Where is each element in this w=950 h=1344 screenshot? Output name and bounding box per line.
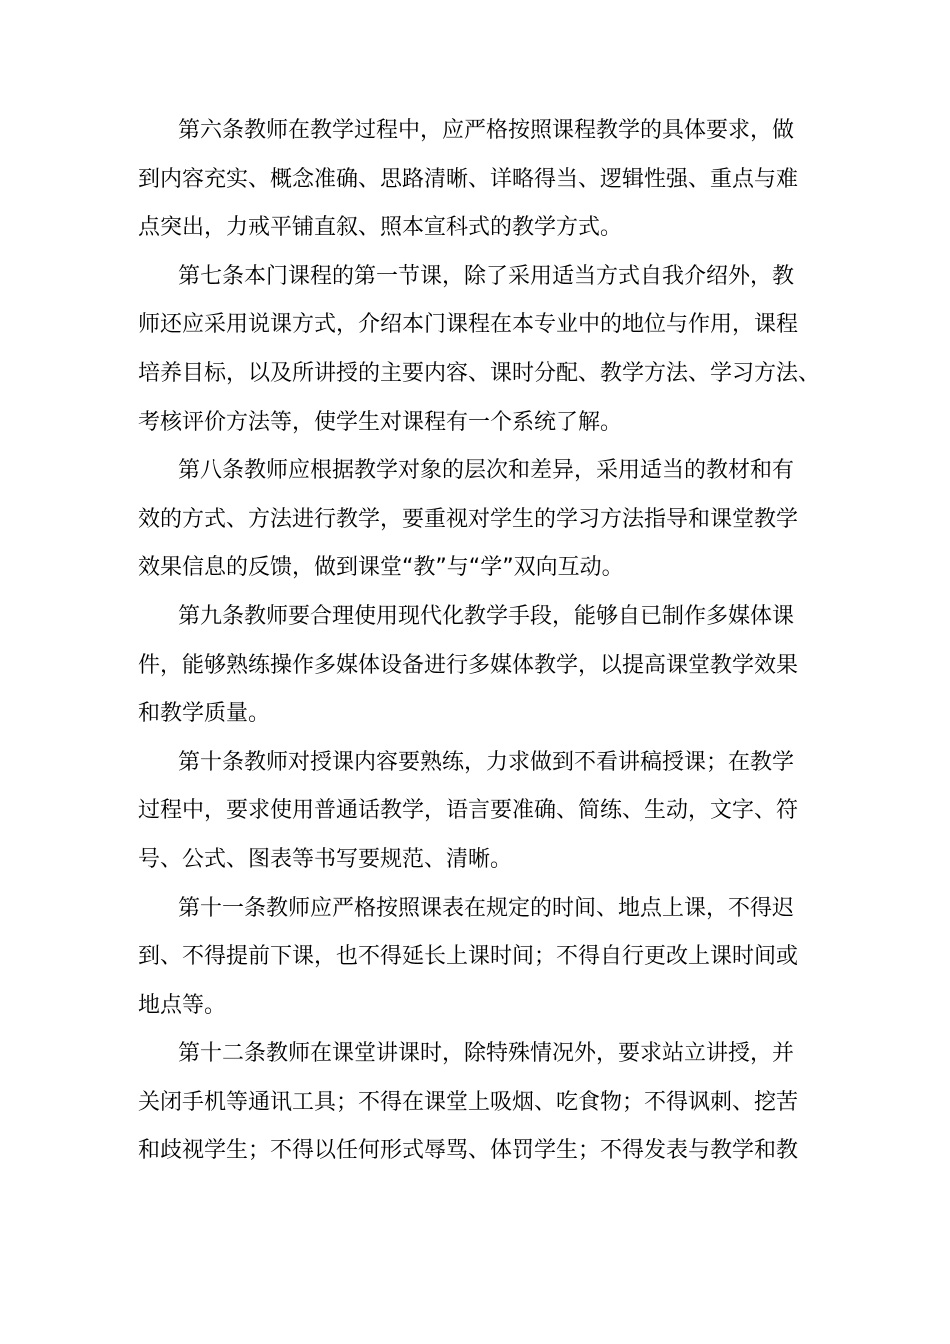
text-line: 和教学质量。 [138, 701, 271, 727]
paragraph-article-8 [138, 447, 818, 593]
text-line: 培养目标，以及所讲授的主要内容、课时分配、教学方法、学习方法、 [138, 360, 821, 386]
text-line: 地点等。 [138, 992, 227, 1018]
text-line: 到、不得提前下课，也不得延长上课时间；不得自行更改上课时间或 [138, 944, 799, 970]
text-line: 效的方式、方法进行教学，要重视对学生的学习方法指导和课堂教学 [138, 506, 799, 532]
text-line: 号、公式、图表等书写要规范、清晰。 [138, 846, 513, 872]
text-line: 第十一条教师应严格按照课表在规定的时间、地点上课，不得迟 [178, 895, 795, 921]
document-body [138, 107, 821, 1176]
text-line: 过程中，要求使用普通话教学，语言要准确、简练、生动，文字、符 [138, 798, 799, 824]
text-line: 效果信息的反馈，做到课堂“教”与“学”双向互动。 [138, 555, 624, 581]
text-line: 考核评价方法等，使学生对课程有一个系统了解。 [138, 409, 623, 435]
text-line: 第七条本门课程的第一节课，除了采用适当方式自我介绍外，教 [178, 263, 795, 289]
text-line: 第九条教师要合理使用现代化教学手段，能够自已制作多媒体课 [178, 603, 795, 629]
text-line: 第八条教师应根据教学对象的层次和差异，采用适当的教材和有 [178, 458, 795, 484]
text-line: 第十条教师对授课内容要熟练，力求做到不看讲稿授课；在教学 [178, 749, 795, 775]
paragraph-article-11 [138, 885, 818, 1031]
text-line: 第六条教师在教学过程中，应严格按照课程教学的具体要求，做 [178, 118, 795, 143]
text-line: 师还应采用说课方式，介绍本门课程在本专业中的地位与作用，课程 [138, 312, 799, 338]
paragraph-article-6 [138, 107, 818, 253]
text-line: 和歧视学生；不得以任何形式辱骂、体罚学生；不得发表与教学和教 [138, 1138, 799, 1164]
text-line: 关闭手机等通讯工具；不得在课堂上吸烟、吃食物；不得讽刺、挖苦 [138, 1089, 799, 1115]
paragraph-article-9 [138, 593, 818, 739]
paragraph-article-10 [138, 739, 818, 885]
paragraph-article-12 [138, 1030, 818, 1176]
paragraph-article-7 [138, 253, 821, 447]
text-line: 点突出，力戒平铺直叙、照本宣科式的教学方式。 [138, 215, 623, 241]
text-line: 件，能够熟练操作多媒体设备进行多媒体教学，以提高课堂教学效果 [138, 652, 799, 678]
text-line: 第十二条教师在课堂讲课时，除特殊情况外，要求站立讲授，并 [178, 1041, 795, 1067]
text-line: 到内容充实、概念准确、思路清晰、详略得当、逻辑性强、重点与难 [138, 166, 799, 192]
